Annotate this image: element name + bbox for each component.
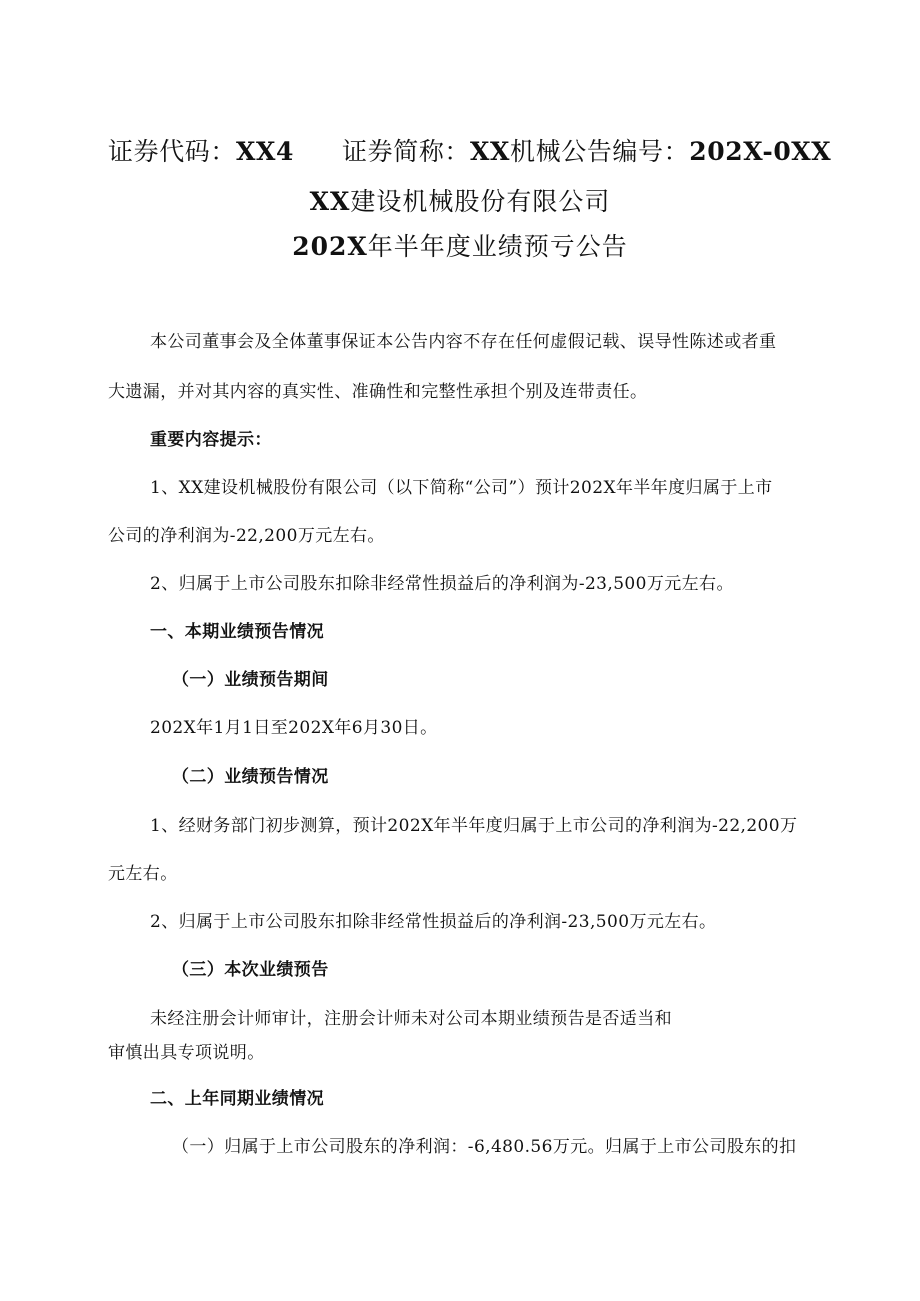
securities-code-value: XX4	[236, 137, 295, 166]
notice-title-rest: 年半年度业绩预亏公告	[367, 232, 628, 261]
notice-number-label: 公告编号：	[561, 137, 690, 166]
statement-line-2: 大遗漏，并对其内容的真实性、准确性和完整性承担个别及连带责任。	[108, 382, 648, 402]
notice-number-value: 202X-0XX	[689, 137, 832, 166]
notice-title	[0, 230, 920, 264]
securities-short-name-suffix: 机械	[510, 137, 562, 166]
subsection-3-heading: （三）本次业绩预告	[172, 960, 329, 980]
statement-line-1: 本公司董事会及全体董事保证本公告内容不存在任何虚假记载、误导性陈述或者重	[150, 332, 777, 352]
subsection-1-text: 202X年1月1日至202X年6月30日。	[150, 718, 438, 738]
section-2-text-line-1: （一）归属于上市公司股东的净利润：-6,480.56万元。归属于上市公司股东的扣	[172, 1137, 797, 1157]
section-1-heading: 一、本期业绩预告情况	[150, 622, 324, 642]
subsection-2-heading: （二）业绩预告情况	[172, 767, 329, 787]
securities-short-name-value: XX	[470, 137, 511, 166]
subsection-3-text-line-1: 未经注册会计师审计，注册会计师未对公司本期业绩预告是否适当和	[150, 1009, 672, 1029]
key-points-heading: 重要内容提示：	[150, 430, 272, 450]
company-name-rest: 建设机械股份有限公司	[350, 187, 611, 216]
subsection-2-item-1-line-2: 元左右。	[108, 864, 178, 884]
subsection-3-text-line-2: 审慎出具专项说明。	[108, 1043, 265, 1063]
subsection-2-item-1-line-1: 1、经财务部门初步测算，预计202X年半年度归属于上市公司的净利润为-22,200万	[150, 816, 798, 836]
company-name-title	[0, 185, 920, 219]
securities-short-name-label: 证券简称：	[342, 137, 471, 166]
key-point-1-line-1: 1、XX建设机械股份有限公司（以下简称“公司”）预计202X年半年度归属于上市	[150, 478, 773, 498]
subsection-1-heading: （一）业绩预告期间	[172, 670, 329, 690]
securities-code-label: 证券代码：	[108, 137, 237, 166]
company-name-prefix: XX	[309, 187, 351, 216]
key-point-2: 2、归属于上市公司股东扣除非经常性损益后的净利润为-23,500万元左右。	[150, 574, 734, 594]
subsection-2-item-2: 2、归属于上市公司股东扣除非经常性损益后的净利润-23,500万元左右。	[150, 912, 717, 932]
section-2-heading: 二、上年同期业绩情况	[150, 1089, 324, 1109]
notice-title-prefix: 202X	[292, 232, 368, 261]
key-point-1-line-2: 公司的净利润为-22,200万元左右。	[108, 526, 385, 546]
securities-header	[108, 135, 831, 169]
